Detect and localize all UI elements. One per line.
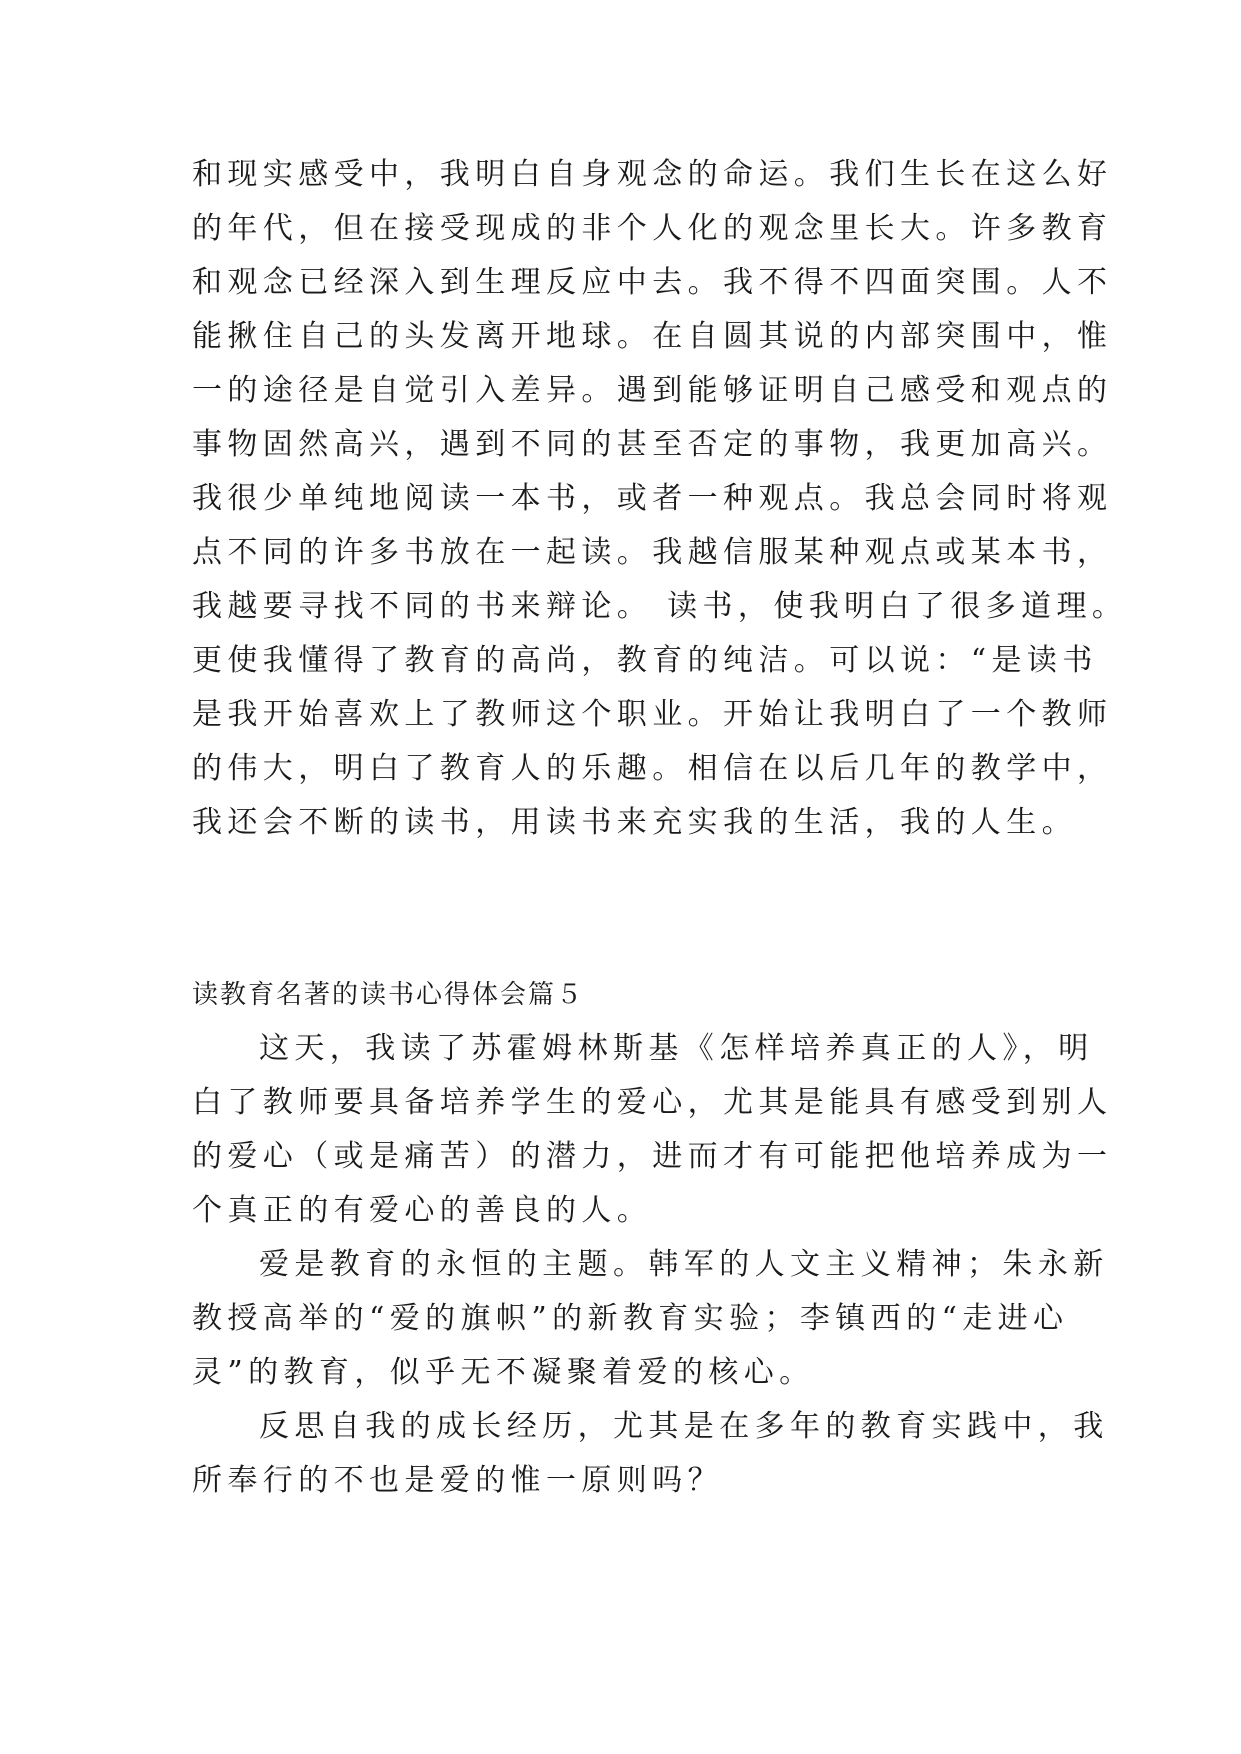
text-line: 点不同的许多书放在一起读。我越信服某种观点或某本书， <box>192 535 1113 570</box>
section <box>192 968 1113 1508</box>
text-line: 这天，我读了苏霍姆林斯基《怎样培养真正的人》，明 <box>259 1031 1094 1066</box>
text-line: 是我开始喜欢上了教师这个职业。开始让我明白了一个教师 <box>192 697 1113 732</box>
text-line: 爱是教育的永恒的主题。韩军的人文主义精神；朱永新 <box>259 1247 1109 1282</box>
section-title: 读教育名著的读书心得体会篇５ <box>192 980 585 1010</box>
text-line: 能揪住自己的头发离开地球。在自圆其说的内部突围中，惟 <box>192 319 1113 354</box>
text-line: 我越要寻找不同的书来辩论。 读书，使我明白了很多道理。 <box>192 589 1128 624</box>
paragraph-3 <box>192 1400 1109 1508</box>
text-line: 所奉行的不也是爱的惟一原则吗？ <box>192 1463 723 1498</box>
text-line: 的年代，但在接受现成的非个人化的观念里长大。许多教育 <box>192 211 1113 246</box>
text-line: 更使我懂得了教育的高尚，教育的纯洁。可以说：“是读书 <box>192 643 1098 678</box>
paragraph-2 <box>192 1238 1109 1400</box>
text-line: 的伟大，明白了教育人的乐趣。相信在以后几年的教学中， <box>192 751 1113 786</box>
text-line: 和观念已经深入到生理反应中去。我不得不四面突围。人不 <box>192 265 1113 300</box>
text-line: 灵”的教育，似乎无不凝聚着爱的核心。 <box>192 1355 815 1390</box>
text-line: 我还会不断的读书，用读书来充实我的生活，我的人生。 <box>192 805 1077 840</box>
text-line: 反思自我的成长经历，尤其是在多年的教育实践中，我 <box>259 1409 1109 1444</box>
text-line: 一的途径是自觉引入差异。遇到能够证明自己感受和观点的 <box>192 373 1113 408</box>
continuation-text <box>192 148 1128 850</box>
text-line: 和现实感受中，我明白自身观念的命运。我们生长在这么好 <box>192 157 1113 192</box>
text-line: 我很少单纯地阅读一本书，或者一种观点。我总会同时将观 <box>192 481 1113 516</box>
text-line: 教授高举的“爱的旗帜”的新教育实验；李镇西的“走进心 <box>192 1301 1069 1336</box>
text-line: 的爱心（或是痛苦）的潜力，进而才有可能把他培养成为一 <box>192 1139 1113 1174</box>
paragraph-1 <box>192 1022 1113 1238</box>
text-line: 事物固然高兴，遇到不同的甚至否定的事物，我更加高兴。 <box>192 427 1113 462</box>
text-line: 个真正的有爱心的善良的人。 <box>192 1193 653 1228</box>
text-line: 白了教师要具备培养学生的爱心，尤其是能具有感受到别人 <box>192 1085 1113 1120</box>
